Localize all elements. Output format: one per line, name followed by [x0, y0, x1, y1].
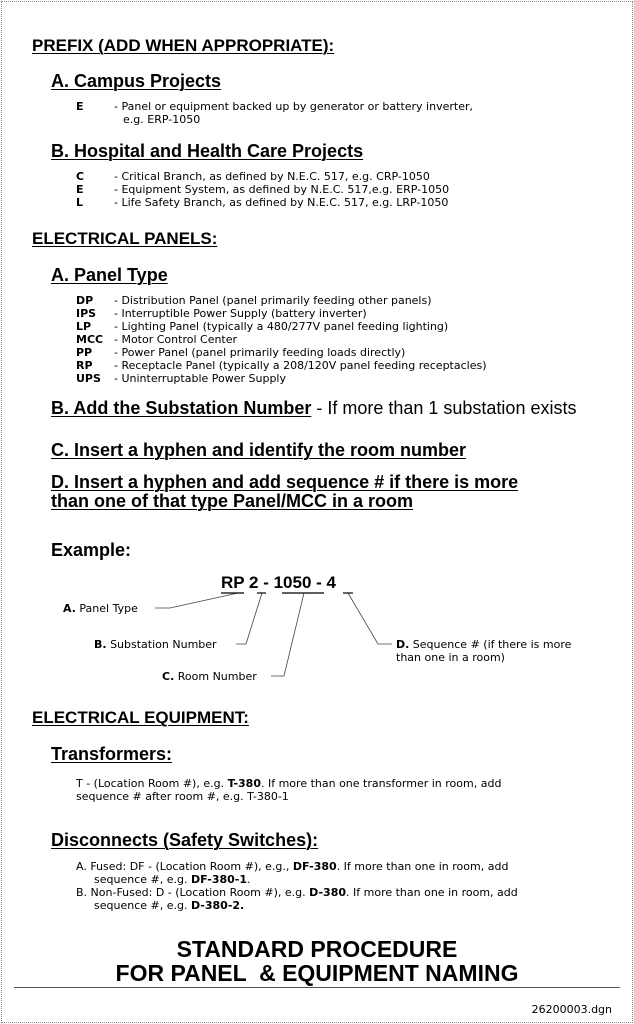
code-label: RP — [76, 359, 93, 372]
leader-line-b — [236, 593, 262, 644]
code-label: UPS — [76, 372, 101, 385]
row-text: - Lighting Panel (typically a 480/277V panel feeding lighting) — [114, 320, 449, 333]
electrical-panels-heading: ELECTRICAL PANELS: — [32, 229, 218, 248]
example-label-b — [94, 638, 217, 651]
label-letter: B. — [94, 638, 107, 651]
row-text: - Motor Control Center — [114, 333, 238, 346]
file-id: 26200003.dgn — [531, 1003, 612, 1016]
text-segment: T - (Location Room #), e.g. — [76, 777, 228, 790]
text-segment: sequence #, e.g. — [94, 899, 191, 912]
step-d-heading-line1: D. Insert a hyphen and add sequence # if there is more — [51, 472, 519, 492]
code-label: LP — [76, 320, 92, 333]
label-text: Substation Number — [106, 638, 217, 651]
row-text: - Distribution Panel (panel primarily feeding other panels) — [114, 294, 432, 307]
example-label-d-cont: than one in a room) — [396, 651, 505, 664]
code-label: L — [76, 196, 84, 209]
leader-line-c — [271, 593, 304, 676]
row-text: - Interruptible Power Supply (battery inverter) — [114, 307, 367, 320]
footer-title-line1: STANDARD PROCEDURE — [176, 936, 458, 962]
panel-type-heading: A. Panel Type — [51, 265, 168, 285]
text-segment: . If more than one in room, add — [346, 886, 518, 899]
transformers-line2: sequence # after room #, e.g. T-380-1 — [76, 790, 289, 803]
label-text: Room Number — [174, 670, 257, 683]
text-segment: . If more than one in room, add — [336, 860, 509, 873]
disconnects-b-line1 — [76, 886, 518, 899]
disconnects-heading: Disconnects (Safety Switches): — [51, 830, 319, 850]
bold-code: DF-380-1 — [190, 873, 248, 886]
bold-code: T-380 — [227, 777, 261, 790]
disconnects-a-line2 — [94, 873, 251, 886]
bold-code: DF-380 — [292, 860, 337, 873]
label-letter: A. — [63, 602, 76, 615]
row-text: - Life Safety Branch, as defined by N.E.C. 517, e.g. LRP-1050 — [114, 196, 449, 209]
leader-line-d — [348, 593, 392, 644]
step-c-heading: C. Insert a hyphen and identify the room number — [51, 440, 467, 460]
example-label-d — [396, 638, 571, 651]
label-letter: D. — [396, 638, 410, 651]
code-label: MCC — [76, 333, 104, 346]
code-label: C — [76, 170, 85, 183]
disconnects-a-line1 — [76, 860, 508, 873]
example-label-a — [63, 602, 138, 615]
example-heading: Example: — [51, 540, 132, 560]
row-text: - Power Panel (panel primarily feeding loads directly) — [114, 346, 406, 359]
campus-row-e-cont: e.g. ERP-1050 — [123, 113, 201, 126]
bold-code: D-380 — [309, 886, 347, 899]
code-label: E — [76, 100, 84, 113]
code-label: IPS — [76, 307, 97, 320]
text-segment: B. Non-Fused: D - (Location Room #), e.g. — [76, 886, 310, 899]
leader-line-a — [155, 593, 238, 608]
campus-projects-heading: A. Campus Projects — [51, 71, 222, 91]
disconnects-b-line2 — [94, 899, 244, 912]
label-letter: C. — [162, 670, 175, 683]
step-d-heading-line2: than one of that type Panel/MCC in a room — [51, 491, 414, 511]
hospital-projects-heading: B. Hospital and Health Care Projects — [51, 141, 364, 161]
prefix-heading: PREFIX (ADD WHEN APPROPRIATE): — [32, 36, 335, 55]
footer-divider — [14, 987, 620, 988]
example-code: RP 2 - 1050 - 4 — [221, 573, 336, 592]
text-segment: A. Fused: DF - (Location Room #), e.g., — [76, 860, 293, 873]
text-segment: sequence #, e.g. — [94, 873, 191, 886]
footer-title-line2: FOR PANEL & EQUIPMENT NAMING — [115, 960, 519, 986]
text-segment: . — [247, 873, 251, 886]
row-text: - Uninterruptable Power Supply — [114, 372, 286, 385]
example-label-c — [162, 670, 257, 683]
text-segment: . If more than one transformer in room, add — [260, 777, 502, 790]
code-label: DP — [76, 294, 94, 307]
row-text: - Panel or equipment backed up by generator or battery inverter, — [114, 100, 473, 113]
transformers-heading: Transformers: — [51, 744, 173, 764]
step-b-tail: - If more than 1 substation exists — [311, 398, 577, 418]
electrical-equipment-heading: ELECTRICAL EQUIPMENT: — [32, 708, 249, 727]
transformers-line1 — [76, 777, 501, 790]
bold-code: D-380-2. — [190, 899, 245, 912]
row-text: - Equipment System, as defined by N.E.C. 517,e.g. ERP-1050 — [114, 183, 450, 196]
code-label: PP — [76, 346, 93, 359]
label-text: Sequence # (if there is more — [409, 638, 572, 651]
step-b-heading: B. Add the Substation Number — [51, 398, 312, 418]
label-text: Panel Type — [75, 602, 138, 615]
code-label: E — [76, 183, 84, 196]
row-text: - Critical Branch, as defined by N.E.C. 517, e.g. CRP-1050 — [114, 170, 430, 183]
row-text: - Receptacle Panel (typically a 208/120V panel feeding receptacles) — [114, 359, 487, 372]
